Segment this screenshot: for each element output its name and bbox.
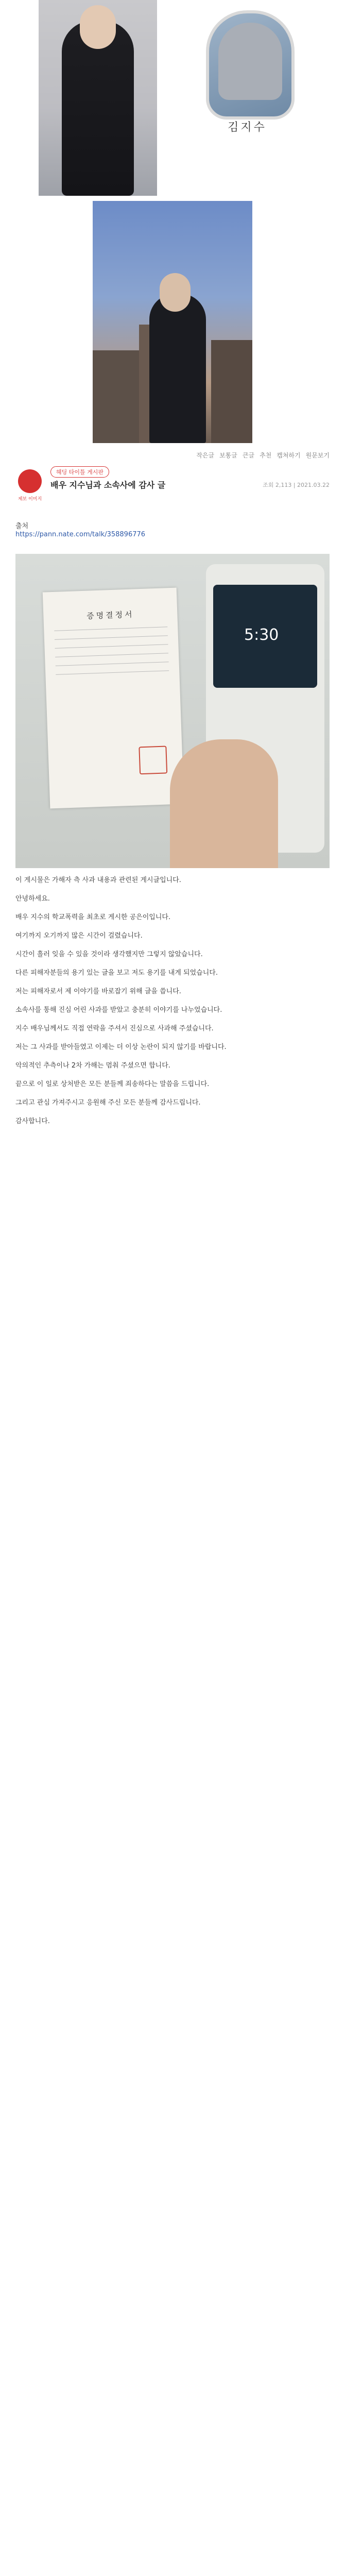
font-large-button[interactable]: 큰글 (242, 452, 255, 459)
view-original-button[interactable]: 원문보기 (305, 452, 330, 459)
memorial-name: 김지수 (228, 121, 267, 134)
body-paragraph: 배우 지수의 학교폭력을 최초로 게시한 공은이입니다. (15, 913, 171, 921)
certificate-heading: 증명결정서 (86, 609, 134, 621)
source-link[interactable]: https://pann.nate.com/talk/358896776 (15, 531, 146, 538)
board-tag[interactable]: 헤딩 타이틀 게시판 (50, 466, 109, 478)
street-photo (93, 201, 252, 443)
body-paragraph: 지수 배우님께서도 직접 연락을 주셔서 진심으로 사과해 주셨습니다. (15, 1025, 214, 1032)
post-header (15, 466, 330, 513)
actor-face (160, 273, 191, 312)
building (93, 350, 139, 443)
body-paragraph: 여기까지 오기까지 많은 시간이 걸렸습니다. (15, 932, 143, 940)
memorial-portrait (218, 23, 282, 100)
font-small-button[interactable]: 작은글 (196, 452, 215, 459)
text-line (54, 626, 167, 631)
actor-photo (39, 0, 157, 196)
text-line (56, 662, 169, 666)
certificate-paper (43, 588, 184, 809)
text-line (55, 644, 168, 649)
phone-time: 5:30 (244, 626, 279, 644)
source-label: 출처 (15, 522, 29, 530)
post-toolbar (196, 451, 330, 460)
post-body (15, 876, 330, 1136)
seal-stamp (139, 745, 167, 774)
body-paragraph: 악의적인 추측이나 2차 가해는 멈춰 주셨으면 합니다. (15, 1062, 170, 1070)
body-paragraph: 그리고 관심 가져주시고 응원해 주신 모든 분들께 감사드립니다. (15, 1099, 201, 1107)
text-line (55, 635, 168, 640)
body-paragraph: 시간이 흘러 잊을 수 있을 것이라 생각했지만 그렇지 않았습니다. (15, 951, 203, 958)
body-paragraph: 소속사를 통해 진심 어린 사과를 받았고 충분히 이야기를 나누었습니다. (15, 1006, 222, 1014)
memorial-frame (206, 10, 295, 120)
capture-button[interactable]: 캡쳐하기 (277, 452, 301, 459)
phone-screen (213, 585, 317, 688)
body-paragraph: 끝으로 이 일로 상처받은 모든 분들께 죄송하다는 말씀을 드립니다. (15, 1080, 210, 1088)
text-line (56, 670, 169, 675)
document-photo (15, 554, 330, 868)
body-paragraph: 안녕하세요. (15, 895, 50, 903)
badge-label: 제보 이미지 (18, 497, 42, 502)
hand (170, 739, 278, 868)
top-photo-row (0, 0, 345, 196)
report-badge (15, 469, 44, 505)
font-normal-button[interactable]: 보통글 (219, 452, 237, 459)
body-paragraph: 저는 그 사과를 받아들였고 이제는 더 이상 논란이 되지 않기를 바랍니다. (15, 1043, 227, 1051)
memorial-photo (188, 0, 306, 196)
post-meta: 조회 2,113 | 2021.03.22 (263, 482, 330, 488)
recommend-button[interactable]: 추천 (260, 452, 272, 459)
body-paragraph: 저는 피해자로서 제 이야기를 바로잡기 위해 글을 씁니다. (15, 988, 181, 995)
building (211, 340, 252, 443)
actor-figure (149, 294, 206, 443)
post-title: 배우 지수님과 소속사에 감사 글 (50, 480, 166, 490)
body-paragraph: 다른 피해자분들의 용기 있는 글을 보고 저도 용기를 내게 되었습니다. (15, 969, 218, 977)
badge-icon (18, 469, 42, 493)
actor-face (80, 5, 116, 49)
text-line (55, 653, 168, 657)
body-paragraph: 이 게시물은 가해자 측 사과 내용과 관련된 게시글입니다. (15, 876, 181, 884)
body-paragraph: 감사합니다. (15, 1117, 50, 1125)
